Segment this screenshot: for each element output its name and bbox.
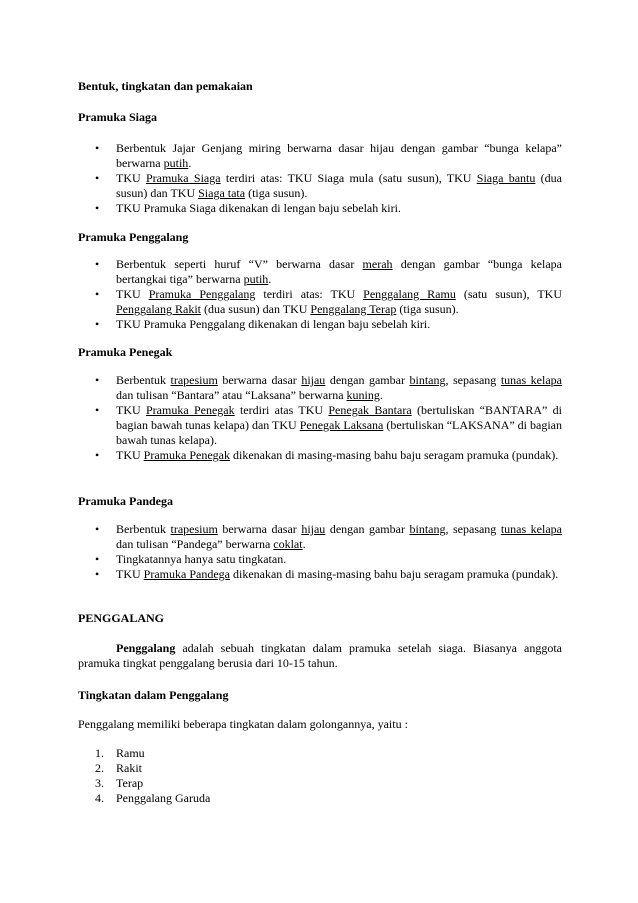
- underlined-word: coklat: [273, 537, 303, 551]
- penggalang-paragraph: Penggalang adalah sebuah tingkatan dalam pramuka setelah siaga. Biasanya anggota pramuka tingkat penggalang berusia dari 10-15 tahun.: [78, 641, 562, 670]
- heading-pramuka-siaga: Pramuka Siaga: [78, 110, 158, 124]
- heading-pramuka-pandega: Pramuka Pandega: [78, 494, 174, 508]
- bold-term: Penggalang: [116, 641, 176, 655]
- pandega-list: [78, 522, 562, 582]
- bullet-icon: •: [95, 448, 100, 462]
- underlined-word: kuning: [346, 388, 380, 402]
- list-item: • Berbentuk trapesium berwarna dasar hijau dengan gambar bintang, sepasang tunas kelapa dan tulisan “Pandega” berwarna coklat.: [95, 522, 562, 551]
- underlined-word: Siaga tata: [198, 186, 246, 200]
- bullet-icon: •: [95, 317, 100, 331]
- underlined-word: Pramuka Penggalang: [148, 287, 256, 301]
- underlined-word: tunas kelapa: [500, 522, 562, 536]
- underlined-word: Penegak Bantara: [328, 403, 412, 417]
- list-item: 3. Terap: [95, 776, 144, 790]
- underlined-word: tunas kelapa: [500, 373, 562, 387]
- heading-tingkatan: Tingkatan dalam Penggalang: [78, 688, 229, 702]
- heading-pramuka-penggalang: Pramuka Penggalang: [78, 230, 189, 244]
- underlined-word: Penggalang Ramu: [363, 287, 456, 301]
- list-item: • TKU Pramuka Siaga dikenakan di lengan baju sebelah kiri.: [95, 201, 401, 215]
- list-item: • TKU Pramuka Penegak dikenakan di masing-masing bahu baju seragam pramuka (pundak).: [95, 448, 559, 462]
- penegak-list: [78, 373, 562, 463]
- penggalang-list: [78, 257, 562, 332]
- underlined-word: hijau: [301, 522, 326, 536]
- list-item: • Berbentuk seperti huruf “V” berwarna dasar merah dengan gambar “bunga kelapa bertangkai tiga” berwarna putih.: [95, 257, 562, 286]
- underlined-word: bintang: [409, 522, 446, 536]
- list-item: • TKU Pramuka Penggalang dikenakan di lengan baju sebelah kiri.: [95, 317, 431, 331]
- list-item: 4. Penggalang Garuda: [95, 791, 211, 805]
- heading-pramuka-penegak: Pramuka Penegak: [78, 345, 173, 359]
- tingkatan-intro: Penggalang memiliki beberapa tingkatan dalam golongannya, yaitu :: [78, 717, 408, 731]
- list-item: • Berbentuk Jajar Genjang miring berwarna dasar hijau dengan gambar “bunga kelapa” berwarna putih.: [95, 141, 562, 170]
- list-item: • TKU Pramuka Penegak terdiri atas TKU Penegak Bantara (bertuliskan “BANTARA” di bagian bawah tunas kelapa) dan TKU Penegak Laksana (bertuliskan “LAKSANA” di bagian bawah tunas kelapa).: [95, 403, 563, 447]
- heading-penggalang-section: PENGGALANG: [78, 611, 165, 625]
- tingkatan-list: [78, 746, 562, 806]
- list-item: 2. Rakit: [95, 761, 142, 775]
- list-item: • Tingkatannya hanya satu tingkatan.: [95, 552, 287, 566]
- underlined-word: putih: [163, 156, 189, 170]
- list-item: • Berbentuk trapesium berwarna dasar hijau dengan gambar bintang, sepasang tunas kelapa dan tulisan “Bantara” atau “Laksana” berwarna kuning.: [95, 373, 562, 402]
- list-item: • TKU Pramuka Penggalang terdiri atas: TKU Penggalang Ramu (satu susun), TKU Penggalang Rakit (dua susun) dan TKU Penggalang Terap (tiga susun).: [95, 287, 562, 316]
- bullet-icon: •: [95, 373, 100, 387]
- underlined-word: Penggalang Terap: [310, 302, 397, 316]
- bullet-icon: •: [95, 141, 100, 155]
- bullet-icon: •: [95, 567, 100, 581]
- siaga-list: [78, 141, 562, 216]
- bullet-icon: •: [95, 201, 100, 215]
- underlined-word: trapesium: [170, 522, 218, 536]
- underlined-word: Pramuka Penegak: [146, 403, 235, 417]
- main-heading: Bentuk, tingkatan dan pemakaian: [78, 79, 253, 93]
- bullet-icon: •: [95, 287, 100, 301]
- underlined-word: putih: [243, 272, 269, 286]
- list-item: • TKU Pramuka Pandega dikenakan di masing-masing bahu baju seragam pramuka (pundak).: [95, 567, 559, 581]
- underlined-word: Pramuka Penegak: [143, 448, 230, 462]
- list-item: 1. Ramu: [95, 746, 145, 760]
- underlined-word: Penggalang Rakit: [116, 302, 201, 316]
- list-item: • TKU Pramuka Siaga terdiri atas: TKU Siaga mula (satu susun), TKU Siaga bantu (dua susun) dan TKU Siaga tata (tiga susun).: [95, 171, 563, 200]
- bullet-icon: •: [95, 522, 100, 536]
- underlined-word: Pramuka Pandega: [143, 567, 230, 581]
- bullet-icon: •: [95, 257, 100, 271]
- underlined-word: Pramuka Siaga: [145, 171, 221, 185]
- bullet-icon: •: [95, 403, 100, 417]
- underlined-word: merah: [362, 257, 393, 271]
- underlined-word: trapesium: [170, 373, 218, 387]
- bullet-icon: •: [95, 171, 100, 185]
- bullet-icon: •: [95, 552, 100, 566]
- underlined-word: hijau: [301, 373, 326, 387]
- underlined-word: Penegak Laksana: [299, 418, 384, 432]
- underlined-word: bintang: [409, 373, 446, 387]
- underlined-word: Siaga bantu: [476, 171, 536, 185]
